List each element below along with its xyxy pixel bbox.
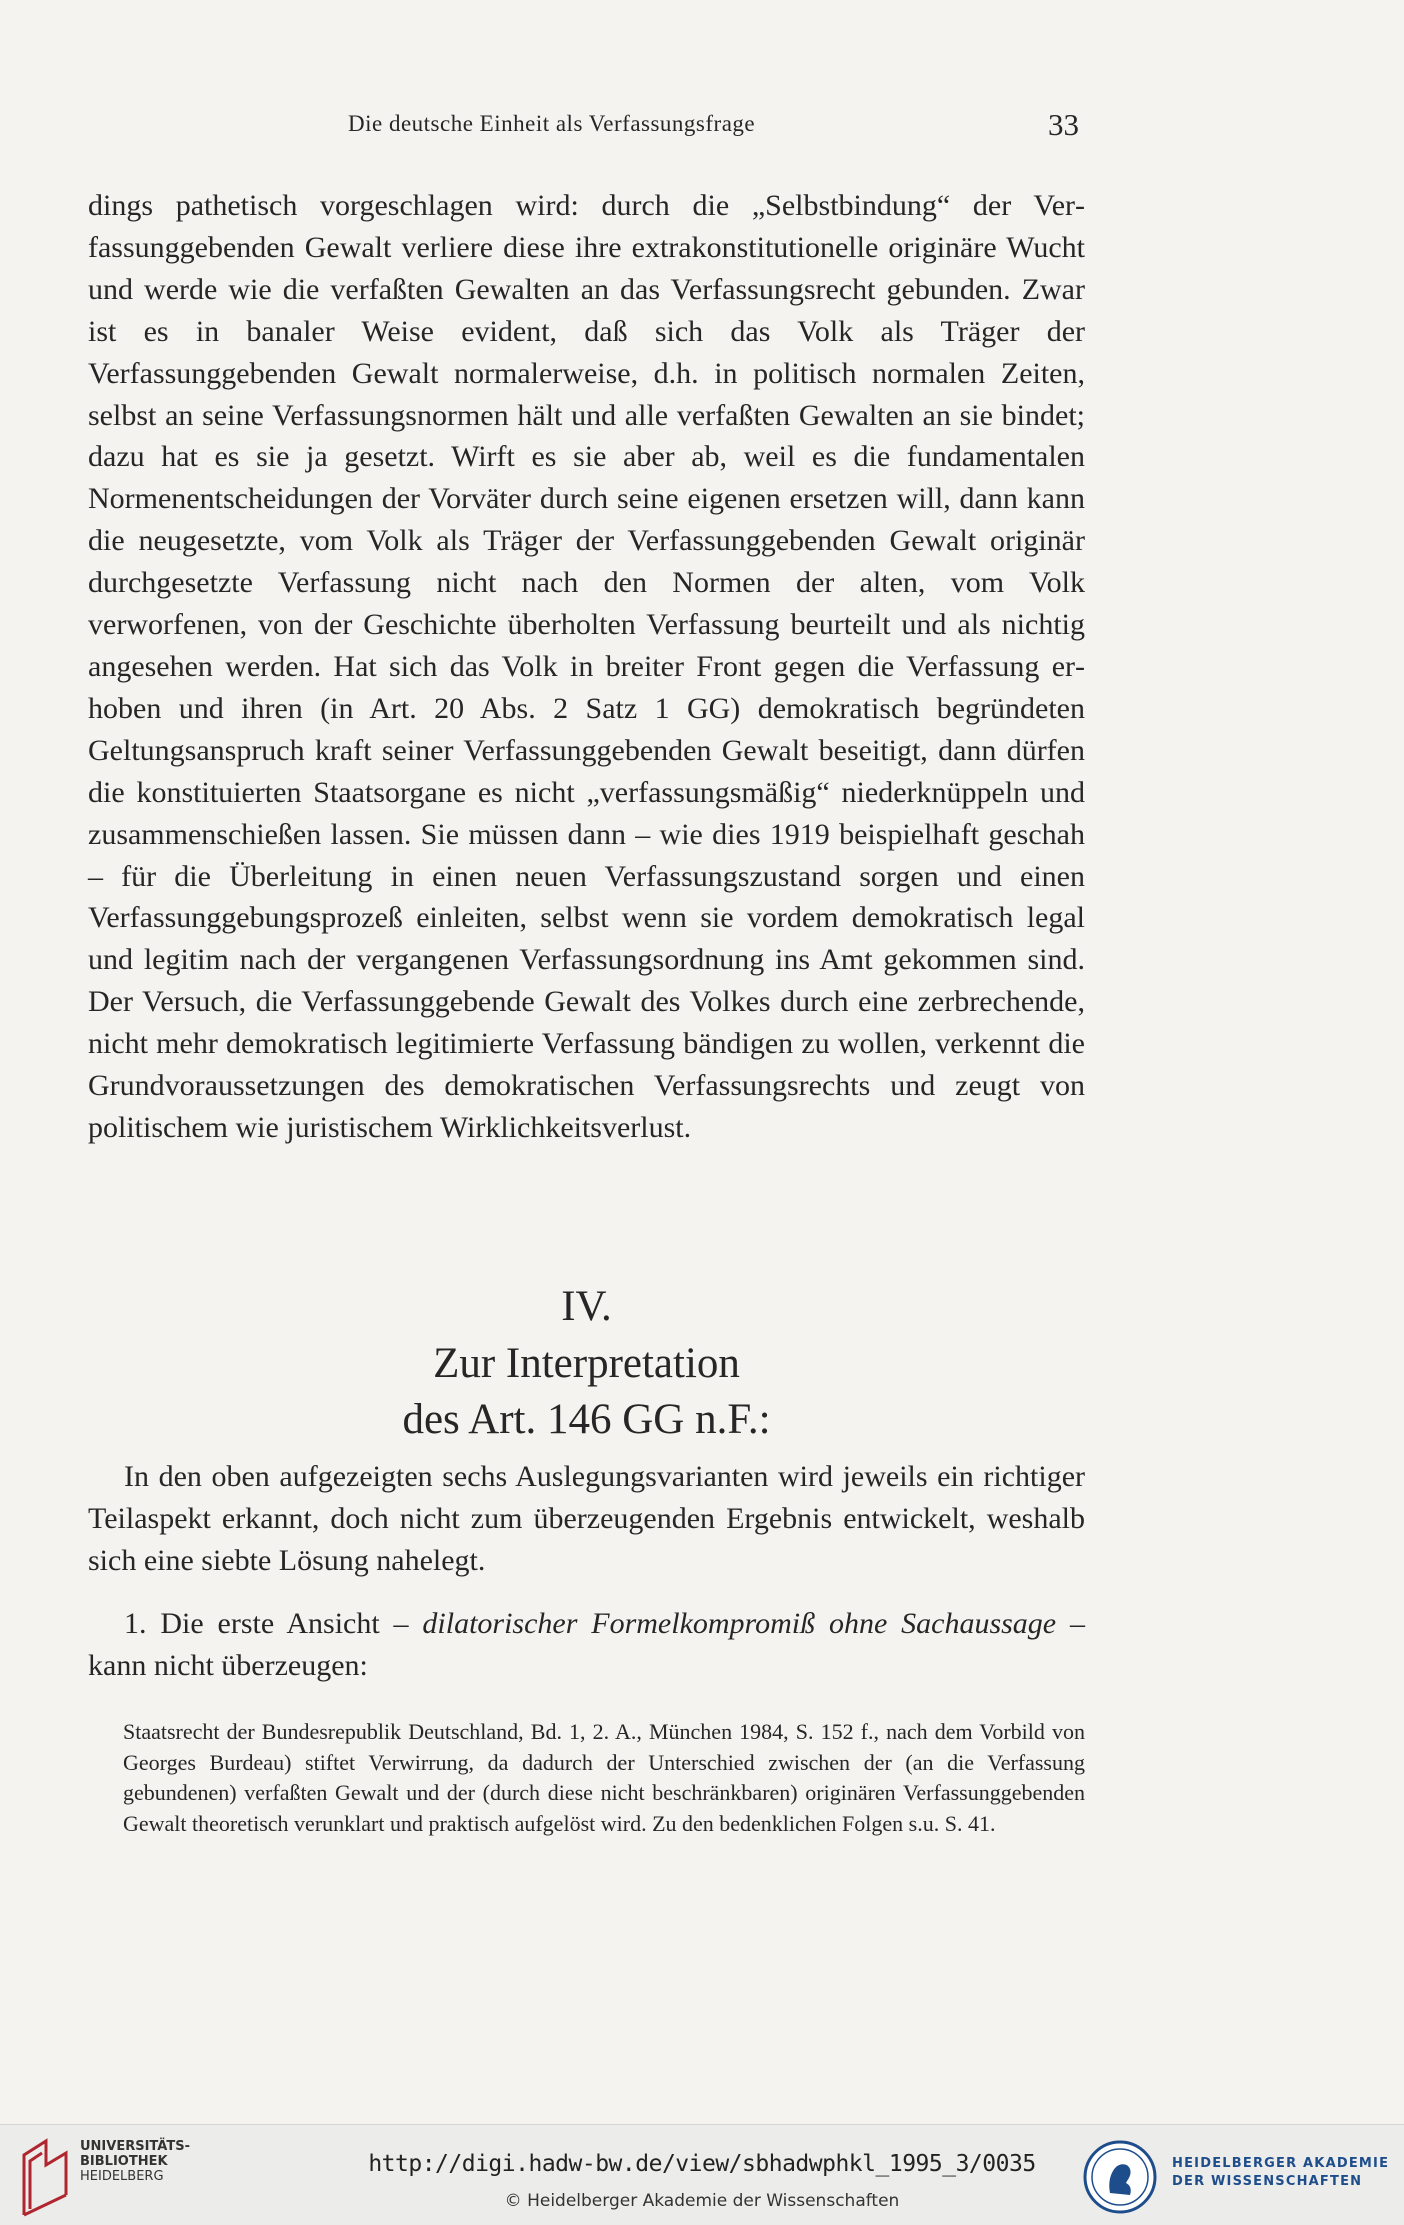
academy-seal-icon — [1082, 2139, 1158, 2215]
paragraph-3-end: – kann nicht überzeugen: — [88, 1607, 1085, 1682]
running-title: Die deutsche Einheit als Verfassungsfrage — [348, 111, 756, 136]
ub-line-2: BIBLIOTHEK — [80, 2154, 168, 2169]
ub-line-3: HEIDELBERG — [80, 2169, 164, 2184]
academy-line-1: HEIDELBERGER AKADEMIE — [1172, 2156, 1390, 2171]
section-title-line-2: des Art. 146 GG n.F.: — [402, 1396, 771, 1443]
source-url-link[interactable]: http://digi.hadw-bw.de/view/sbhadwphkl_1995_3/0035 — [368, 2151, 1036, 2177]
section-title-line-1: Zur Interpretation — [433, 1340, 740, 1387]
footer-bar — [0, 2124, 1404, 2225]
body-paragraph-3 — [88, 1603, 1085, 1687]
academy-line-2: DER WISSENSCHAFTEN — [1172, 2174, 1363, 2189]
body-paragraph-2: In den oben aufgezeigten sechs Auslegungsvarianten wird jeweils ein richtiger Teilaspekt erkannt, doch nicht zum überzeugenden Ergebnis entwickelt, weshalb sich eine siebte Lösung nahelegt. — [88, 1460, 1085, 1577]
footnote: Staatsrecht der Bundesrepublik Deutschland, Bd. 1, 2. A., München 1984, S. 152 f., nach dem Vorbild von Georges Burdeau) stiftet Verwirrung, da dadurch der Unterschied zwischen der (an die Verfassung gebundenen) verfaßten Gewalt und der (durch diese nicht beschränkbaren) originären Verfassunggebenden Gewalt theoretisch verunklart und praktisch aufgelöst wird. Zu den bedenklichen Folgen s.u. S. 41. — [123, 1719, 1085, 1836]
ub-line-1: UNIVERSITÄTS- — [80, 2139, 190, 2154]
paragraph-3-start: 1. Die erste Ansicht – — [124, 1607, 423, 1640]
paragraph-3-italic: dilatorischer Formelkompromiß ohne Sachaussage — [422, 1607, 1057, 1640]
academy-name — [1172, 2155, 1389, 2191]
body-paragraph-1: dings pathetisch vorgeschlagen wird: durch die „Selbstbindung“ der Verfassunggebenden Gewalt verliere diese ihre extrakonstitutionelle originäre Wucht und werde wie die verfaßten Gewalten an das Verfassungsrecht gebunden. Zwar ist es in banaler Weise evident, daß sich das Volk als Träger der Verfassunggebenden Gewalt normalerweise, d.h. in politisch normalen Zeiten, selbst an seine Verfassungsnormen hält und alle verfaßten Gewalten an sie bindet; dazu hat es sie ja gesetzt. Wirft es sie aber ab, weil es die fundamentalen Normenentscheidungen der Vorväter durch seine eigenen ersetzen will, dann kann die neugesetzte, vom Volk als Träger der Verfassunggebenden Gewalt originär durchgesetzte Verfassung nicht nach den Normen der alten, vom Volk verworfenen, von der Geschichte überholten Verfassung beurteilt und als nichtig angesehen werden. Hat sich das Volk in breiter Front gegen die Verfassung erhoben und ihren (in Art. 20 Abs. 2 Satz 1 GG) demokratisch begründeten Geltungsanspruch kraft seiner Verfassunggebenden Gewalt beseitigt, dann dürfen die konstituierten Staatsorgane es nicht „verfassungsmäßig“ niederknüppeln und zusammenschießen lassen. Sie müssen dann – wie dies 1919 beispielhaft geschah – für die Überleitung in einen neuen Verfassungszustand sorgen und einen Verfassunggebungsprozeß einleiten, selbst wenn sie vordem demokratisch legal und legitim nach der vergangenen Verfassungsordnung ins Amt gekommen sind. Der Versuch, die Verfassunggebende Gewalt des Volkes durch eine zerbrechende, nicht mehr demokratisch legitimierte Verfassung bändigen zu wollen, verkennt die Grundvoraussetzungen des demokratischen Verfassungsrechts und zeugt von politischem wie juristischem Wirklichkeitsverlust. — [88, 189, 1085, 1144]
copyright-notice: © Heidelberger Akademie der Wissenschaften — [504, 2191, 900, 2211]
page-header — [88, 107, 1084, 147]
section-numeral: IV. — [561, 1283, 612, 1330]
page-number: 33 — [1048, 107, 1079, 142]
